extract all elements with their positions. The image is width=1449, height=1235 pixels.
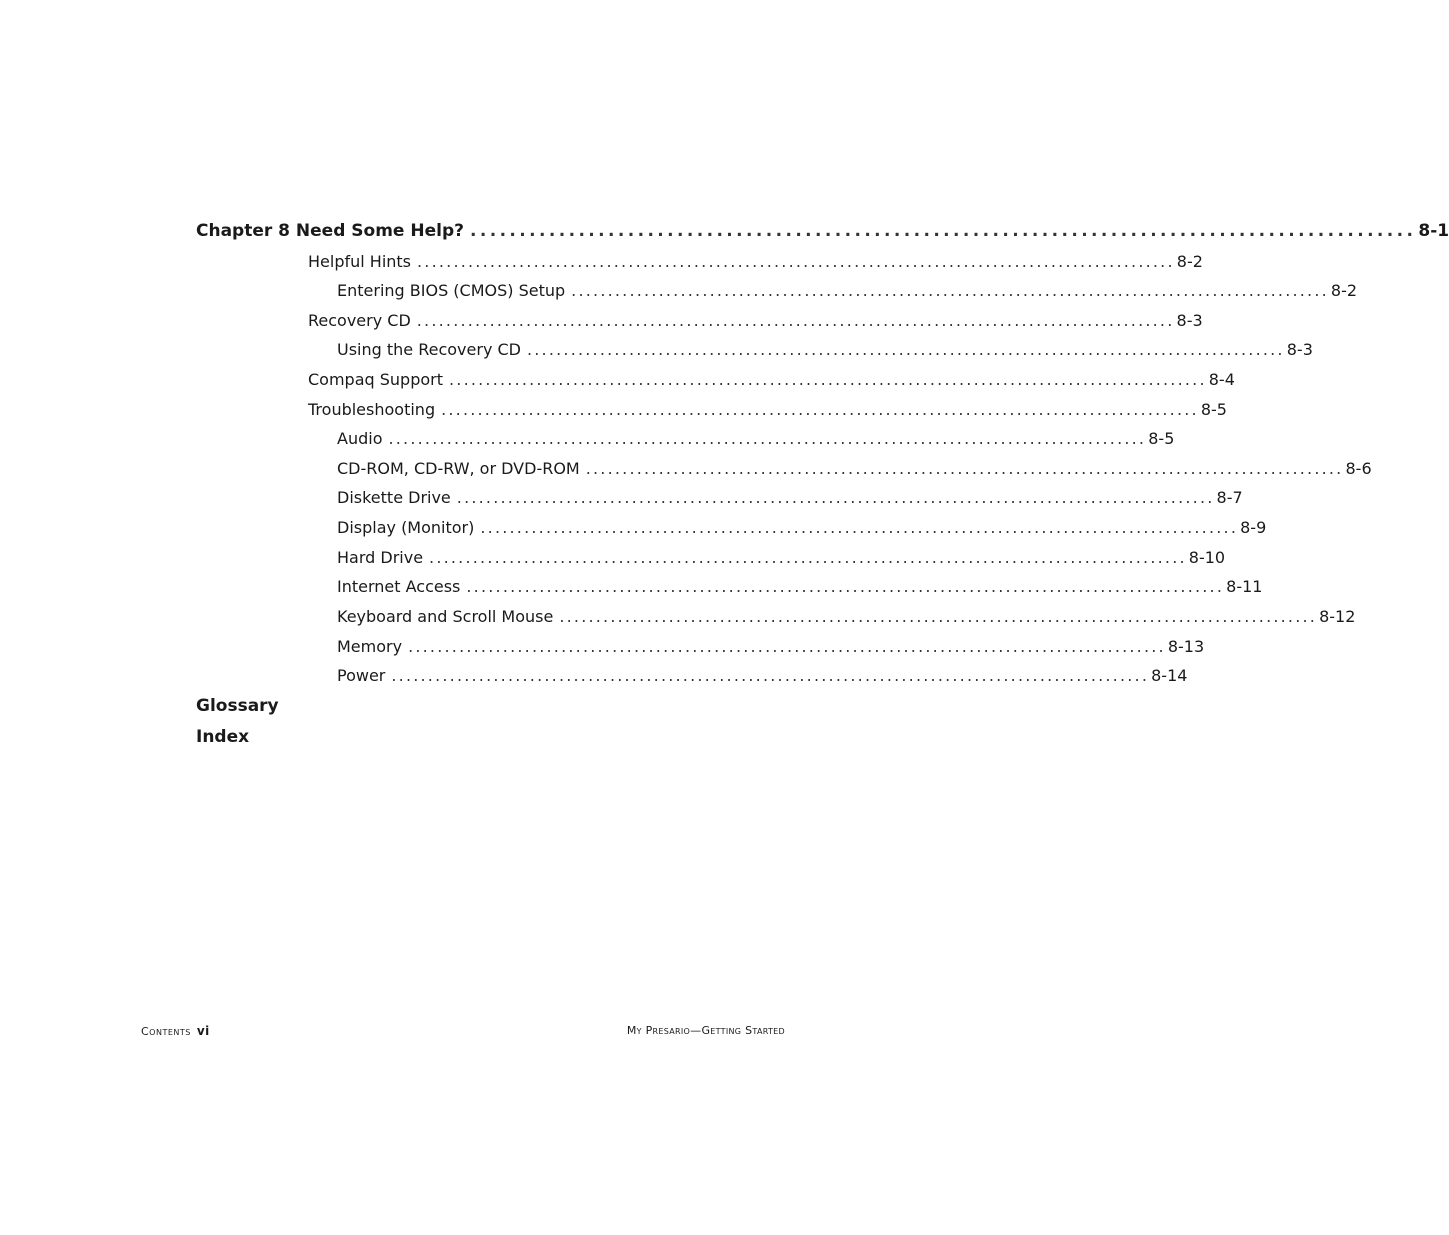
toc-leader-dots: ................................................................................................ — [470, 221, 1417, 241]
toc-entry-diskette-drive — [337, 488, 1243, 508]
toc-entry-page: 8-3 — [1176, 311, 1203, 330]
toc-entry-page: 8-9 — [1240, 518, 1267, 537]
toc-entry-label: Compaq Support — [308, 370, 443, 389]
toc-chapter-8 — [196, 221, 1449, 241]
toc-chapter-page: 8-1 — [1418, 221, 1449, 241]
toc-leader-dots: ........................................................................................................ — [526, 340, 1285, 359]
toc-leader-dots: ........................................................................................................ — [571, 281, 1329, 300]
toc-leader-dots: ........................................................................................................ — [391, 666, 1150, 685]
toc-entry-label: Power — [337, 666, 386, 685]
toc-entry-keyboard-mouse — [337, 607, 1356, 627]
toc-entry-page: 8-4 — [1208, 370, 1235, 389]
toc-entry-label: Hard Drive — [337, 548, 424, 567]
toc-entry-cd-rom — [337, 459, 1372, 479]
toc-leader-dots: ........................................................................................................ — [429, 548, 1187, 567]
toc-entry-display — [337, 518, 1267, 538]
toc-entry-memory — [337, 637, 1205, 657]
toc-entry-audio — [337, 429, 1175, 449]
toc-entry-page: 8-2 — [1330, 281, 1358, 300]
toc-leader-dots: ........................................................................................................ — [480, 518, 1239, 537]
toc-leader-dots: ........................................................................................................ — [441, 400, 1199, 419]
toc-entry-label: Helpful Hints — [308, 252, 412, 271]
toc-leader-dots: ........................................................................................................ — [417, 252, 1175, 271]
toc-entry-page: 8-2 — [1176, 252, 1203, 271]
toc-glossary: Glossary — [196, 696, 279, 716]
toc-entry-label: Audio — [337, 429, 383, 448]
toc-entry-power — [337, 666, 1188, 686]
toc-leader-dots: ........................................................................................................ — [466, 577, 1225, 596]
toc-entry-using-recovery-cd — [337, 340, 1313, 360]
footer-left — [141, 1024, 210, 1038]
toc-chapter-label: Chapter 8 Need Some Help? — [196, 221, 464, 241]
toc-entry-label: Troubleshooting — [308, 400, 436, 419]
toc-entry-label: Display (Monitor) — [337, 518, 475, 537]
toc-entry-internet-access — [337, 577, 1263, 597]
toc-leader-dots: ........................................................................................................ — [585, 459, 1344, 478]
toc-entry-page: 8-14 — [1151, 666, 1188, 685]
toc-leader-dots: ........................................................................................................ — [559, 607, 1318, 626]
toc-entry-helpful-hints — [308, 252, 1203, 272]
toc-entry-page: 8-10 — [1188, 548, 1226, 567]
toc-entry-page: 8-12 — [1319, 607, 1356, 626]
toc-entry-troubleshooting — [308, 400, 1227, 420]
toc-leader-dots: ........................................................................................................ — [408, 637, 1166, 656]
toc-entry-page: 8-13 — [1167, 637, 1205, 656]
toc-entry-label: Using the Recovery CD — [337, 340, 521, 359]
footer-page-number: vi — [196, 1024, 210, 1038]
toc-entry-label: Diskette Drive — [337, 488, 451, 507]
footer-book-title: My Presario—Getting Started — [626, 1024, 785, 1037]
toc-entry-page: 8-7 — [1216, 488, 1243, 507]
toc-entry-page: 8-3 — [1286, 340, 1313, 359]
toc-entry-page: 8-6 — [1345, 459, 1372, 478]
toc-entry-label: CD-ROM, CD-RW, or DVD-ROM — [337, 459, 580, 478]
toc-entry-label: Internet Access — [337, 577, 461, 596]
toc-entry-page: 8-5 — [1200, 400, 1227, 419]
toc-entry-bios-setup — [337, 281, 1358, 301]
footer-section-name: Contents — [141, 1025, 191, 1038]
toc-index: Index — [196, 727, 250, 747]
toc-entry-label: Keyboard and Scroll Mouse — [337, 607, 554, 626]
toc-entry-hard-drive — [337, 548, 1226, 568]
toc-leader-dots: ........................................................................................................ — [449, 370, 1207, 389]
toc-entry-page: 8-5 — [1148, 429, 1175, 448]
toc-leader-dots: ........................................................................................................ — [416, 311, 1175, 330]
toc-leader-dots: ........................................................................................................ — [388, 429, 1147, 448]
toc-leader-dots: ........................................................................................................ — [456, 488, 1215, 507]
toc-entry-page: 8-11 — [1226, 577, 1263, 596]
toc-entry-label: Memory — [337, 637, 403, 656]
toc-entry-label: Entering BIOS (CMOS) Setup — [337, 281, 566, 300]
toc-entry-compaq-support — [308, 370, 1235, 390]
toc-entry-label: Recovery CD — [308, 311, 411, 330]
toc-entry-recovery-cd — [308, 311, 1203, 331]
